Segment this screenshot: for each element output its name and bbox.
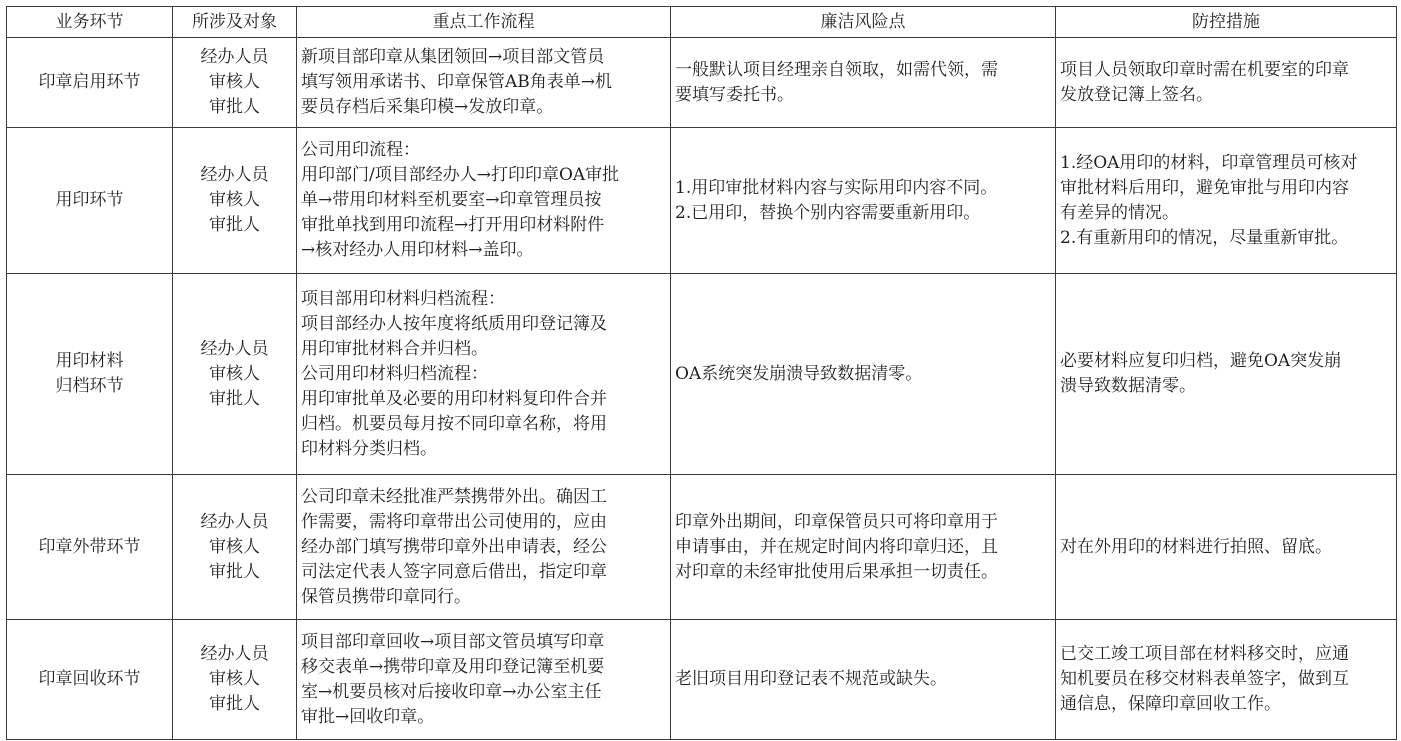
control-line: 2.有重新用印的情况，尽量重新审批。 [1060, 227, 1349, 248]
risk-line: 申请事由，并在规定时间内将印章归还，且 [675, 536, 998, 557]
table-body [7, 38, 1397, 740]
risk-line: 对印章的未经审批使用后果承担一切责任。 [675, 561, 998, 582]
table-row [7, 620, 1397, 740]
seal-management-table [6, 6, 1397, 740]
control-cell [1056, 620, 1397, 740]
risk-line: 老旧项目用印登记表不规范或缺失。 [675, 669, 947, 689]
process-line: 新项目部印章从集团领回→项目部文管员 [301, 47, 605, 67]
process-line: 作需要，需将印章带出公司使用的，应由 [301, 511, 607, 532]
process-cell [297, 274, 671, 475]
risk-line: 1.用印审批材料内容与实际用印内容不同。 [675, 177, 998, 198]
table-row [7, 475, 1397, 620]
stage-cell [7, 475, 173, 620]
risk-line: 2.已用印，替换个别内容需要重新用印。 [675, 202, 981, 223]
stage-line: 印章外带环节 [38, 536, 141, 557]
process-line: 项目部印章回收→项目部文管员填写印章 [301, 631, 605, 652]
risk-cell [671, 620, 1056, 740]
control-cell [1056, 475, 1397, 620]
process-line: 项目部经办人按年度将纸质用印登记簿及 [301, 313, 607, 334]
stage-cell [7, 274, 173, 475]
process-line: 用印审批材料合并归档。 [301, 338, 488, 359]
process-line: 用印部门/项目部经办人→打印印章OA审批 [301, 165, 620, 185]
process-line: 单→带用印材料至机要室→印章管理员按 [301, 190, 602, 210]
control-line: 项目人员领取印章时需在机要室的印章 [1060, 59, 1349, 80]
person-line: 审核人 [209, 190, 260, 210]
process-line: 要员存档后采集印模→发放印章。 [301, 97, 554, 117]
control-line: 发放登记簿上签名。 [1060, 84, 1213, 105]
risk-cell [671, 128, 1056, 274]
person-line: 审批人 [209, 388, 260, 409]
table-row [7, 128, 1397, 274]
process-line: 审批→回收印章。 [301, 706, 435, 727]
person-line: 审批人 [209, 215, 260, 235]
process-line: 移交表单→携带印章及用印登记簿至机要 [301, 656, 605, 677]
control-line: 审批材料后用印，避免审批与用印内容 [1060, 177, 1349, 198]
person-line: 经办人员 [200, 47, 269, 67]
control-line: 知机要员在移交材料表单签字，做到互 [1060, 669, 1349, 689]
control-line: 有差异的情况。 [1060, 202, 1179, 223]
process-line: →核对经办人用印材料→盖印。 [301, 240, 534, 260]
process-cell [297, 620, 671, 740]
process-cell [297, 128, 671, 274]
risk-line: OA系统突发崩溃导致数据清零。 [675, 363, 923, 384]
process-line: 公司印章未经批准严禁携带外出。确因工 [301, 486, 607, 507]
stage-line: 归档环节 [55, 376, 124, 396]
header-involved-persons: 所涉及对象 [173, 7, 297, 38]
persons-cell [173, 620, 297, 740]
person-line: 审批人 [209, 561, 260, 582]
persons-cell [173, 475, 297, 620]
header-integrity-risk: 廉洁风险点 [671, 7, 1056, 38]
process-line: 用印审批单及必要的用印材料复印件合并 [301, 388, 607, 409]
risk-cell [671, 274, 1056, 475]
stage-cell [7, 128, 173, 274]
persons-cell [173, 128, 297, 274]
process-line: 项目部用印材料归档流程： [301, 288, 505, 309]
control-line: 1.经OA用印的材料，印章管理员可核对 [1060, 152, 1358, 173]
control-cell [1056, 38, 1397, 128]
process-line: 司法定代表人签字同意后借出，指定印章 [301, 561, 607, 582]
person-line: 经办人员 [200, 511, 269, 532]
person-line: 审批人 [209, 694, 260, 714]
person-line: 审核人 [209, 363, 260, 384]
persons-cell [173, 38, 297, 128]
header-control-measures: 防控措施 [1056, 7, 1397, 38]
person-line: 经办人员 [200, 644, 269, 664]
control-line: 溃导致数据清零。 [1060, 376, 1196, 396]
control-line: 已交工竣工项目部在材料移交时，应通 [1060, 644, 1349, 664]
process-line: 填写领用承诺书、印章保管AB角表单→机 [301, 72, 613, 92]
risk-cell [671, 38, 1056, 128]
person-line: 审批人 [209, 97, 260, 117]
process-line: 公司用印流程： [301, 140, 420, 160]
header-business-stage: 业务环节 [7, 7, 173, 38]
risk-cell [671, 475, 1056, 620]
person-line: 经办人员 [200, 165, 269, 185]
persons-cell [173, 274, 297, 475]
person-line: 审核人 [209, 72, 260, 92]
control-cell [1056, 128, 1397, 274]
person-line: 审核人 [209, 536, 260, 557]
stage-line: 用印环节 [55, 190, 124, 210]
control-line: 通信息，保障印章回收工作。 [1060, 694, 1281, 714]
process-cell [297, 38, 671, 128]
process-line: 保管员携带印章同行。 [301, 586, 471, 607]
stage-line: 用印材料 [55, 351, 124, 371]
process-line: 归档。机要员每月按不同印章名称，将用 [301, 413, 607, 434]
risk-line: 印章外出期间，印章保管员只可将印章用于 [675, 511, 998, 532]
process-line: 室→机要员核对后接收印章→办公室主任 [301, 681, 602, 702]
person-line: 经办人员 [200, 338, 269, 359]
risk-line: 要填写委托书。 [675, 84, 794, 105]
process-cell [297, 475, 671, 620]
control-line: 必要材料应复印归档，避免OA突发崩 [1060, 351, 1342, 371]
table-header-row [7, 7, 1397, 38]
header-key-process: 重点工作流程 [297, 7, 671, 38]
process-line: 印材料分类归档。 [301, 438, 437, 459]
process-line: 经办部门填写携带印章外出申请表，经公 [301, 536, 607, 557]
risk-line: 一般默认项目经理亲自领取，如需代领，需 [675, 59, 998, 80]
stage-cell [7, 38, 173, 128]
process-line: 审批单找到用印流程→打开用印材料附件 [301, 215, 605, 235]
stage-cell [7, 620, 173, 740]
process-line: 公司用印材料归档流程： [301, 363, 488, 384]
control-line: 对在外用印的材料进行拍照、留底。 [1060, 536, 1332, 557]
control-cell [1056, 274, 1397, 475]
table-row [7, 274, 1397, 475]
stage-line: 印章回收环节 [38, 669, 141, 689]
stage-line: 印章启用环节 [38, 72, 141, 92]
person-line: 审核人 [209, 669, 260, 689]
table-row [7, 38, 1397, 128]
